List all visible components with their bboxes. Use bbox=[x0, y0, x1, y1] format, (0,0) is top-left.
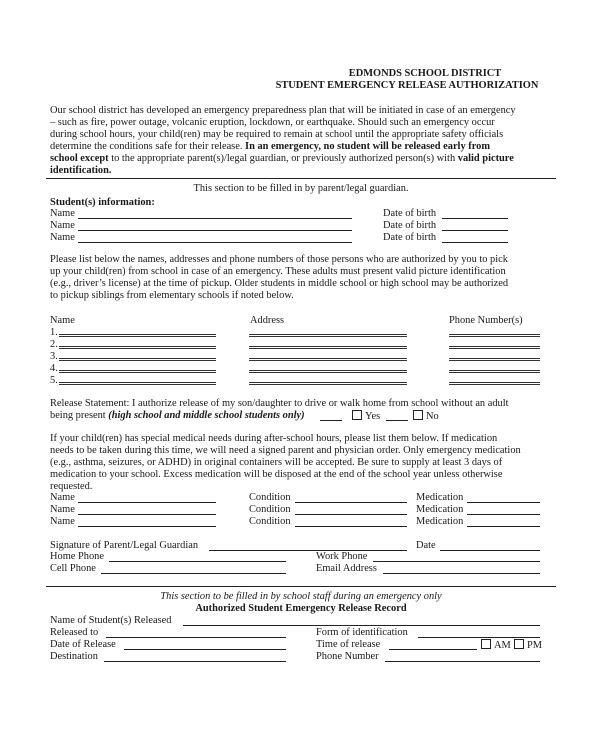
cell-phone-field[interactable] bbox=[101, 573, 286, 574]
authorized-address-field[interactable] bbox=[249, 334, 407, 337]
student-name-field[interactable] bbox=[78, 242, 352, 243]
authorized-address-field[interactable] bbox=[249, 358, 407, 361]
signature-field[interactable] bbox=[209, 550, 407, 551]
intro-text: to the appropriate parent(s)/legal guardian, or previously authorized person(s) with bbox=[111, 153, 456, 164]
checkbox-icon[interactable] bbox=[481, 639, 491, 649]
col-header-name: Name bbox=[50, 315, 75, 326]
date-label: Date bbox=[416, 540, 436, 551]
destination-field[interactable] bbox=[104, 661, 286, 662]
student-name-label: Name bbox=[50, 220, 75, 231]
row-number: 5. bbox=[50, 375, 58, 386]
authorized-name-field[interactable] bbox=[59, 346, 216, 349]
intro-line: identification. bbox=[50, 165, 112, 176]
medication-field[interactable] bbox=[467, 502, 540, 503]
condition-label: Condition bbox=[249, 516, 291, 527]
authorized-address-field[interactable] bbox=[249, 370, 407, 373]
student-dob-label: Date of birth bbox=[383, 208, 437, 219]
student-dob-field[interactable] bbox=[442, 218, 508, 219]
medication-line: requested. bbox=[50, 481, 93, 492]
intro-line: Our school district has developed an emergency preparedness plan that will be initiated in case of an emergency bbox=[50, 105, 516, 116]
authorized-phone-field[interactable] bbox=[449, 346, 540, 349]
home-phone-field[interactable] bbox=[109, 561, 286, 562]
authorized-name-field[interactable] bbox=[59, 358, 216, 361]
released-to-label: Released to bbox=[50, 627, 99, 638]
authorized-line: to pickup siblings from elementary schools if noted below. bbox=[50, 290, 294, 301]
am-label: AM bbox=[494, 640, 511, 651]
release-text: being present bbox=[50, 410, 106, 421]
intro-emphasis: school except bbox=[50, 153, 109, 164]
authorized-address-field[interactable] bbox=[249, 382, 407, 385]
authorized-line: (e.g., driver’s license) at the time of pickup. Older students in middle school or high school may be authorized bbox=[50, 278, 509, 289]
medical-name-field[interactable] bbox=[78, 526, 216, 527]
medical-name-field[interactable] bbox=[78, 514, 216, 515]
col-header-address: Address bbox=[250, 315, 285, 326]
am-option[interactable] bbox=[481, 639, 511, 652]
condition-field[interactable] bbox=[295, 514, 407, 515]
student-dob-label: Date of birth bbox=[383, 220, 437, 231]
students-released-field[interactable] bbox=[183, 625, 540, 626]
date-field[interactable] bbox=[440, 550, 540, 551]
checkbox-icon[interactable] bbox=[413, 410, 423, 420]
medication-label: Medication bbox=[416, 492, 464, 503]
condition-label: Condition bbox=[249, 492, 291, 503]
home-phone-label: Home Phone bbox=[50, 551, 104, 562]
student-dob-field[interactable] bbox=[442, 242, 508, 243]
medication-line: medication to your school. Excess medication will be disposed at the end of the school year unless otherwise bbox=[50, 469, 503, 480]
phone-number-label: Phone Number bbox=[316, 651, 379, 662]
authorized-line: Please list below the names, addresses and phone numbers of those persons who are authorized by you to pick bbox=[50, 254, 508, 265]
no-label: No bbox=[426, 411, 439, 422]
released-to-field[interactable] bbox=[106, 637, 286, 638]
release-record-title: Authorized Student Emergency Release Record bbox=[195, 603, 407, 614]
release-yes-option[interactable] bbox=[352, 410, 380, 423]
authorized-name-field[interactable] bbox=[59, 382, 216, 385]
pm-option[interactable] bbox=[514, 639, 542, 652]
row-number: 3. bbox=[50, 351, 58, 362]
condition-field[interactable] bbox=[295, 502, 407, 503]
medication-line: needs to be taken during this time, we will need a signed parent and physician order. Only emergency medication bbox=[50, 445, 521, 456]
work-phone-label: Work Phone bbox=[316, 551, 368, 562]
medical-name-label: Name bbox=[50, 516, 75, 527]
student-name-field[interactable] bbox=[78, 218, 352, 219]
medical-name-field[interactable] bbox=[78, 502, 216, 503]
release-statement-line bbox=[50, 410, 305, 422]
release-statement-line: Release Statement: I authorize release of my son/daughter to drive or walk home from school without an adult bbox=[50, 398, 509, 409]
authorized-phone-field[interactable] bbox=[449, 370, 540, 373]
email-label: Email Address bbox=[316, 563, 377, 574]
cell-phone-label: Cell Phone bbox=[50, 563, 96, 574]
staff-section-note: This section to be filled in by school staff during an emergency only bbox=[160, 591, 442, 602]
work-phone-field[interactable] bbox=[373, 561, 540, 562]
authorized-name-field[interactable] bbox=[59, 334, 216, 337]
medication-line: (e.g., asthma, seizures, or ADHD) in original containers will be accepted. Be sure to supply at least 3 days of bbox=[50, 457, 503, 468]
student-name-field[interactable] bbox=[78, 230, 352, 231]
signature-label: Signature of Parent/Legal Guardian bbox=[50, 540, 199, 551]
students-released-label: Name of Student(s) Released bbox=[50, 615, 172, 626]
medication-label: Medication bbox=[416, 516, 464, 527]
row-number: 2. bbox=[50, 339, 58, 350]
release-qualifier: (high school and middle school students only) bbox=[108, 410, 305, 421]
intro-text: determine the conditions safe for their release. bbox=[50, 141, 243, 152]
checkbox-icon[interactable] bbox=[352, 410, 362, 420]
intro-line bbox=[50, 153, 514, 165]
authorized-line: up your child(ren) from school in case of an emergency. These adults must present valid picture identification bbox=[50, 266, 506, 277]
intro-line: during school hours, your child(ren) may be required to remain at school until the appropriate safety officials bbox=[50, 129, 504, 140]
pm-label: PM bbox=[527, 640, 543, 651]
checkbox-icon[interactable] bbox=[514, 639, 524, 649]
student-name-label: Name bbox=[50, 208, 75, 219]
authorized-phone-field[interactable] bbox=[449, 382, 540, 385]
authorized-phone-field[interactable] bbox=[449, 358, 540, 361]
medication-line: If your child(ren) has special medical needs during after-school hours, please list them below. If medication bbox=[50, 433, 498, 444]
district-name: EDMONDS SCHOOL DISTRICT bbox=[348, 68, 502, 79]
email-field[interactable] bbox=[383, 573, 540, 574]
authorized-phone-field[interactable] bbox=[449, 334, 540, 337]
section-divider bbox=[46, 178, 556, 179]
release-no-option[interactable] bbox=[413, 410, 439, 423]
date-of-release-field[interactable] bbox=[124, 649, 286, 650]
condition-field[interactable] bbox=[295, 526, 407, 527]
parent-section-note: This section to be filled in by parent/legal guardian. bbox=[193, 183, 409, 194]
medical-name-label: Name bbox=[50, 492, 75, 503]
medical-name-label: Name bbox=[50, 504, 75, 515]
medication-label: Medication bbox=[416, 504, 464, 515]
student-dob-label: Date of birth bbox=[383, 232, 437, 243]
students-heading: Student(s) information: bbox=[50, 197, 155, 208]
release-blank-line bbox=[386, 420, 408, 421]
authorized-address-field[interactable] bbox=[249, 346, 407, 349]
section-divider bbox=[46, 586, 556, 587]
intro-emphasis: In an emergency, no student will be released early from bbox=[245, 141, 490, 152]
condition-label: Condition bbox=[249, 504, 291, 515]
intro-line: – such as fire, power outage, volcanic eruption, lockdown, or earthquake. Should such an emergency occur bbox=[50, 117, 495, 128]
intro-emphasis: valid picture bbox=[457, 153, 514, 164]
student-dob-field[interactable] bbox=[442, 230, 508, 231]
phone-number-field[interactable] bbox=[385, 661, 540, 662]
form-title: STUDENT EMERGENCY RELEASE AUTHORIZATION bbox=[275, 80, 539, 91]
time-of-release-field[interactable] bbox=[389, 649, 477, 650]
form-of-id-field[interactable] bbox=[418, 637, 540, 638]
authorized-name-field[interactable] bbox=[59, 370, 216, 373]
time-of-release-label: Time of release bbox=[316, 639, 381, 650]
row-number: 1. bbox=[50, 327, 58, 338]
form-of-id-label: Form of identification bbox=[316, 627, 408, 638]
yes-label: Yes bbox=[365, 411, 381, 422]
col-header-phone: Phone Number(s) bbox=[449, 315, 523, 326]
release-blank-line bbox=[320, 420, 342, 421]
row-number: 4. bbox=[50, 363, 58, 374]
intro-line bbox=[50, 141, 490, 153]
destination-label: Destination bbox=[50, 651, 98, 662]
date-of-release-label: Date of Release bbox=[50, 639, 116, 650]
medication-field[interactable] bbox=[467, 526, 540, 527]
medication-field[interactable] bbox=[467, 514, 540, 515]
student-name-label: Name bbox=[50, 232, 75, 243]
